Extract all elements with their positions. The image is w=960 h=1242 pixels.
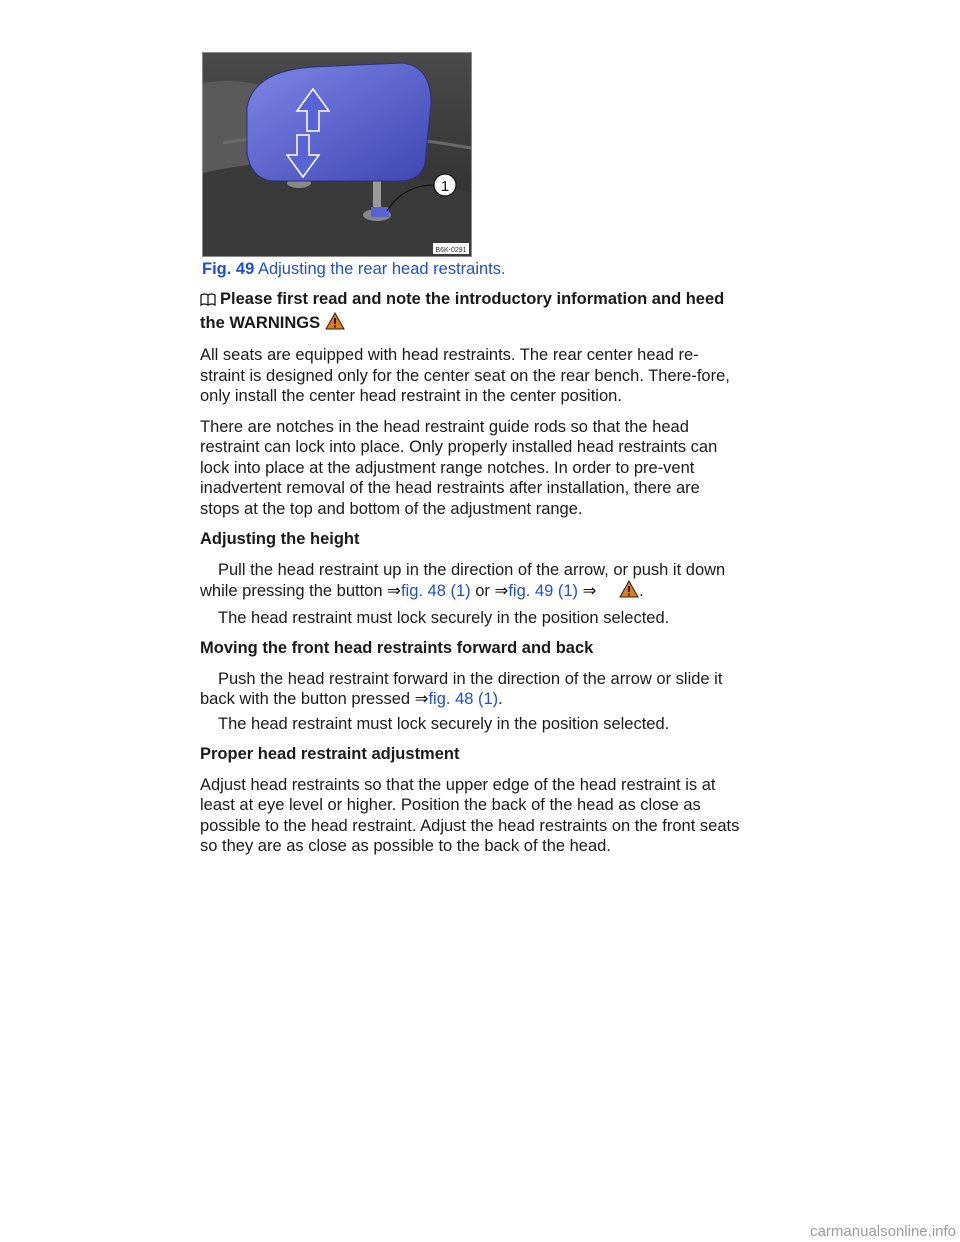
paragraph: All seats are equipped with head restraints. The rear center head re-straint is designed only for the center seat on the rear bench. There-fore, only install the center head restraint in the center position. [200, 346, 730, 405]
intro-text: Please first read and note the introductory information and heed the WARNINGS [200, 290, 725, 332]
section-heading: Moving the front head restraints forward and back [200, 639, 594, 657]
figure-caption-text: Adjusting the rear head restraints. [257, 260, 506, 278]
step-result: The head restraint must lock securely in the position selected. [218, 608, 670, 627]
watermark: carmanualsonline.info [810, 1223, 956, 1240]
figure-caption [202, 260, 506, 279]
step-text: Push the head restraint forward in the direction of the arrow or slide it back with the button pressed [200, 669, 723, 708]
head-restraint-figure [202, 52, 472, 257]
paragraph: Adjust head restraints so that the upper edge of the head restraint is at least at eye level or higher. Position the back of the head as close as possible to the head restraint. Adjust the head restraints on the front seats so they are as close as possible to the back of the head. [200, 775, 740, 855]
figure-link[interactable]: fig. 48 (1) [428, 690, 499, 708]
section-heading: Adjusting the height [200, 530, 360, 548]
step-result: The head restraint must lock securely in the position selected. [218, 714, 670, 733]
step-text: Pull the head restraint up in the direction of the arrow, or push it down while pressing the button [200, 560, 726, 600]
arrow-glyph: ⇒ [414, 690, 429, 708]
warning-triangle-icon[interactable] [325, 312, 345, 336]
image-code: B6K-0291 [435, 247, 467, 254]
main-content [200, 289, 740, 867]
arrow-glyph: ⇒ [582, 582, 597, 600]
step-instruction: Push the head restraint forward in the direction of the arrow or slide it back with the button pressed ⇒fig. 48 (1). [200, 669, 723, 708]
warning-triangle-icon[interactable] [601, 580, 639, 604]
arrow-glyph: ⇒ [494, 582, 509, 600]
section-heading: Proper head restraint adjustment [200, 745, 460, 763]
intro-note [200, 289, 740, 335]
figure-link[interactable]: fig. 48 (1) [400, 582, 471, 600]
figure-number: Fig. 49 [202, 260, 255, 278]
figure-link[interactable]: fig. 49 (1) [508, 582, 579, 600]
book-icon [200, 291, 216, 312]
or-text: or [475, 582, 490, 600]
paragraph: There are notches in the head restraint guide rods so that the head restraint can lock into place. Only properly installed head restraints can lock into place at the adjustment range notches. In order to pre-vent inadvertent removal of the head restraints after installation, there are stops at the top and bottom of the adjustment range. [200, 417, 718, 518]
head-restraint-illustration [203, 53, 471, 256]
callout-number: 1 [440, 178, 450, 195]
arrow-glyph: ⇒ [387, 582, 401, 600]
step-instruction: Pull the head restraint up in the direction of the arrow, or push it down while pressing the button ⇒fig. 48 (1) or ⇒fig. 49 (1) ⇒ . [200, 560, 740, 604]
